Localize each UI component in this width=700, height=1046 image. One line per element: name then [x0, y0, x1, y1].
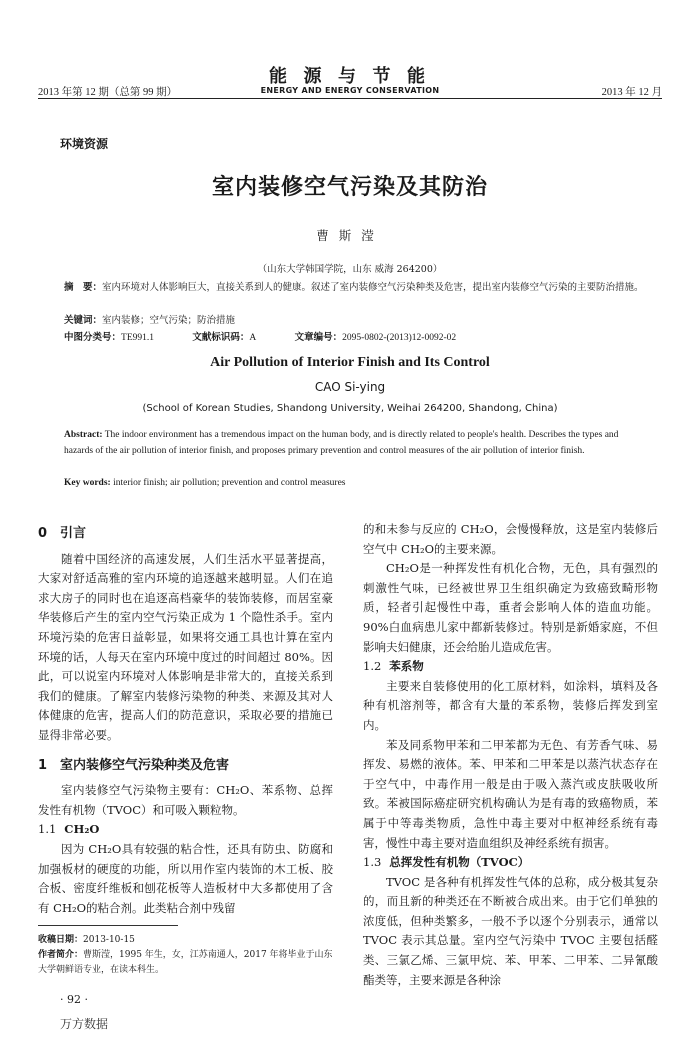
keywords-en-label: Key words: — [64, 478, 111, 488]
footnote-rule — [38, 925, 178, 926]
keywords-cn-text: 室内装修；空气污染；防治措施 — [102, 315, 236, 326]
affiliation-cn: （山东大学韩国学院，山东 威海 264200） — [257, 264, 443, 275]
abstract-cn-text: 室内环境对人体影响巨大，直接关系到人的健康。叙述了室内装修空气污染种类及危害，提出室内装修空气污染的主要防治措施。 — [102, 282, 644, 293]
paragraph-intro: 随着中国经济的高速发展，人们生活水平显著提高，大家对舒适高雅的室内环境的追逐越来越明显。人们在追求大房子的同时也在追逐高档豪华的装饰装修，而居室豪华装修后产生的室内空气污染正成为 1 个隐性杀手。室内环境污染的危害日益彰显，如果将交通工具也计算在室内环境的话，人每天在室内环境中度过的时间超过 80%。因此，可以说室内环境对人体影响是非常大的，直接关系到我们的健康。了解室内装修污染物的种类、来源及其对人体健康的危害，提高人们的防范意识，采取必要的措施已显得非常必要。 — [38, 551, 333, 742]
heading-1-3 — [363, 853, 658, 873]
heading-1-2 — [363, 657, 658, 677]
keywords-en — [64, 475, 644, 491]
header-rule — [38, 98, 662, 99]
paragraph-1-3: TVOC 是各种有机挥发性气体的总称，成分极其复杂的，而且新的种类还在不断被合成出来。由于它们单独的浓度低，但种类繁多，一般不予以逐个分别表示，通常以 TVOC 表示其总量。室内空气污染中 TVOC 主要包括醛类、三氯乙烯、三氯甲烷、苯、甲苯、二甲苯、二异氰酸酯类等，主要来源是各种涂 — [363, 874, 658, 987]
abstract-cn-label: 摘 要： — [64, 282, 103, 293]
received-date: 2013-10-15 — [83, 935, 135, 945]
heading-1-2-number: 1.2 — [363, 659, 382, 674]
heading-1-2-text: 苯系物 — [389, 659, 424, 674]
paragraph-1-2a: 主要来自装修使用的化工原材料，如涂料，填料及各种有机溶剂等，都含有大量的苯系物，装修后挥发到室内。 — [363, 678, 658, 732]
paragraph-1-2b: 苯及同系物甲苯和二甲苯都为无色、有芳香气味、易挥发、易燃的液体。苯、甲苯和二甲苯是以蒸汽状态存在于空气中，中毒作用一般是由于吸入蒸汽或皮肤吸收所致。苯被国际癌症研究机构确认为是有毒的致癌物质，苯属于中等毒类物质，急性中毒主要对中枢神经系统有毒害，慢性中毒主要对造血组织及神经系统有损害。 — [363, 737, 658, 850]
article-id-label: 文章编号： — [294, 333, 343, 343]
heading-section-1: 1 室内装修空气污染种类及危害 — [38, 757, 230, 773]
abstract-en-text: The indoor environment has a tremendous impact on the human body, and is directly related to people's health. Describes the types and hazards of the air pollution of interior finish, and proposes primary prevention and control measures of the air pollution of interior finish. — [64, 430, 619, 456]
classification-line — [64, 330, 644, 346]
section-label: 环境资源 — [60, 137, 109, 151]
page-number: · 92 · — [60, 993, 88, 1006]
journal-title-cn: 能 源 与 节 能 — [269, 66, 431, 86]
received-date-label: 收稿日期： — [38, 935, 84, 945]
author-en: CAO Si-ying — [314, 380, 386, 394]
paragraph-continued: 的和未参与反应的 CH₂O，会慢慢释放，这是室内装修后空气中 CH₂O的主要来源。 — [363, 522, 658, 556]
abstract-en — [64, 428, 644, 459]
author-bio: 曹斯滢，1995 年生，女，江苏南通人，2017 年将毕业于山东大学朝鲜语专业，在读本科生。 — [38, 950, 333, 975]
heading-1-3-text: 总挥发性有机物（TVOC） — [389, 855, 530, 870]
left-column — [38, 520, 333, 918]
heading-1-1-number: 1.1 — [38, 822, 57, 837]
watermark: 万方数据 — [60, 1017, 109, 1031]
keywords-en-text: interior finish; air pollution; prevention and control measures — [113, 478, 346, 488]
abstract-en-label: Abstract: — [64, 430, 103, 440]
abstract-cn — [64, 280, 644, 296]
paragraph-ch2o: CH₂O是一种挥发性有机化合物，无色，具有强烈的刺激性气味，已经被世界卫生组织确定为致癌致畸形物质，轻者引起慢性中毒，重者会影响人体的造血功能。90%白血病患儿家中都新装修过。特别是新婚家庭，不但影响夫妇健康，还会给胎儿造成危害。 — [363, 561, 658, 654]
paragraph-section-1: 室内装修空气污染物主要有：CH₂O、苯系物、总挥发性有机物（TVOC）和可吸入颗粒物。 — [38, 783, 333, 817]
article-title-cn: 室内装修空气污染及其防治 — [211, 175, 488, 200]
clc-code: TE991.1 — [121, 333, 154, 343]
paragraph-1-1: 因为 CH₂O具有较强的粘合性，还具有防虫、防腐和加强板材的硬度的功能，所以用作室内装饰的木工板、胶合板、密度纤维板和刨花板等人造板材中大多都使用了含有 CH₂O的粘合剂。此类粘合剂中残留 — [38, 841, 333, 915]
doc-code: A — [249, 333, 257, 343]
issue-date: 2013 年 12 月 — [601, 87, 662, 98]
issue-info: 2013 年第 12 期（总第 99 期） — [38, 87, 178, 98]
author-cn: 曹斯滢 — [316, 228, 384, 243]
journal-title-en: ENERGY AND ENERGY CONSERVATION — [260, 86, 440, 95]
article-id: 2095-0802-(2013)12-0092-02 — [342, 333, 457, 343]
keywords-cn-label: 关键词： — [64, 315, 103, 326]
heading-1-3-number: 1.3 — [363, 855, 382, 870]
keywords-cn — [64, 313, 644, 329]
heading-1-1 — [38, 820, 333, 840]
affiliation-en: (School of Korean Studies, Shandong University, Weihai 264200, Shandong, China) — [142, 403, 558, 414]
footnote — [38, 933, 333, 978]
doc-code-label: 文献标识码： — [192, 333, 250, 343]
heading-1-1-text: CH₂O — [64, 822, 100, 837]
clc-label: 中图分类号： — [64, 333, 122, 343]
heading-intro: 0 引言 — [38, 526, 87, 541]
author-bio-label: 作者简介： — [38, 950, 84, 960]
right-column — [363, 520, 658, 990]
article-title-en: Air Pollution of Interior Finish and Its Control — [210, 355, 490, 370]
